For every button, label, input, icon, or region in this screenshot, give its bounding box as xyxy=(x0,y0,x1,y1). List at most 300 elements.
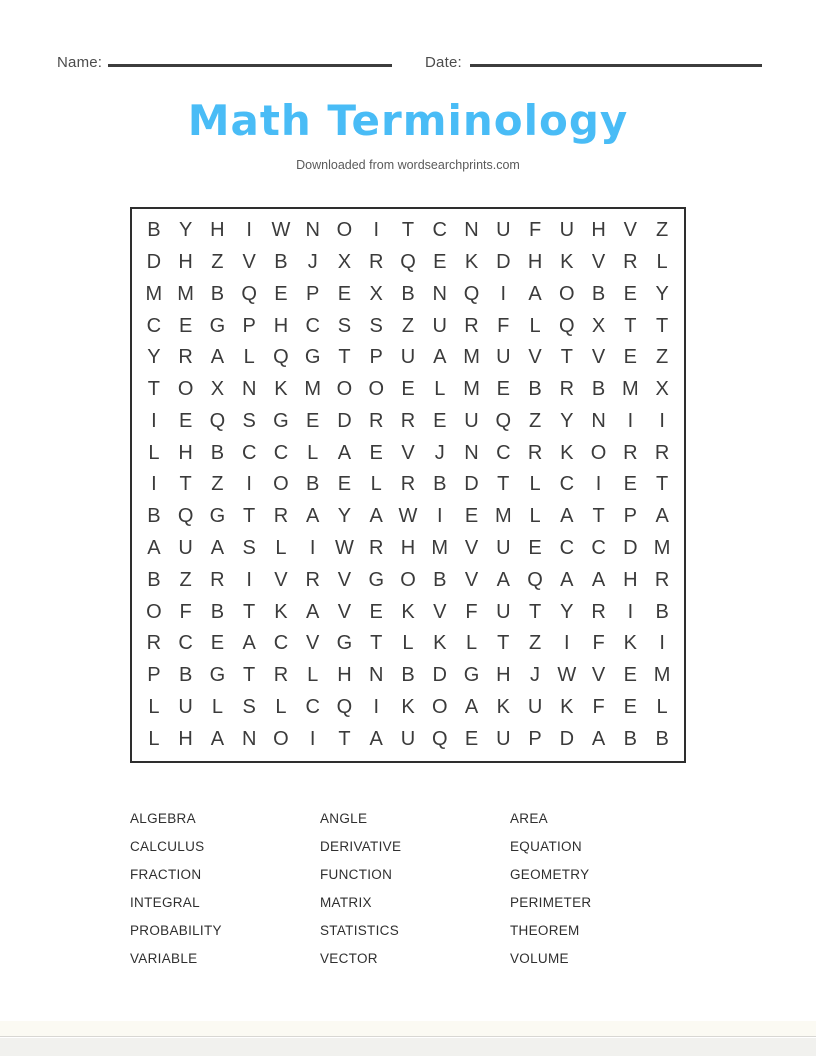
grid-cell: H xyxy=(623,568,638,591)
grid-cell: E xyxy=(528,537,542,560)
grid-cell: E xyxy=(433,251,447,274)
grid-cell: Z xyxy=(528,632,542,655)
grid-cell: C xyxy=(591,537,606,560)
grid-cell: E xyxy=(210,632,225,655)
grid-cell: F xyxy=(592,632,605,655)
grid-cell: I xyxy=(151,409,157,432)
grid-cell: T xyxy=(497,632,510,655)
grid-cell: O xyxy=(273,473,289,496)
grid-cell: N xyxy=(464,219,479,242)
grid-cell: U xyxy=(178,695,193,718)
grid-cell: E xyxy=(623,346,638,369)
grid-cell: V xyxy=(274,568,288,591)
grid-cell: G xyxy=(368,568,384,591)
grid-cell: N xyxy=(591,409,606,432)
grid-cell: I xyxy=(500,282,507,305)
grid-cell: G xyxy=(336,632,353,655)
grid-cell: O xyxy=(177,378,194,401)
grid-cell: M xyxy=(622,378,639,401)
grid-cell: I xyxy=(151,473,157,496)
grid-cell: V xyxy=(591,251,606,274)
grid-cell: U xyxy=(496,219,511,242)
grid-cell: R xyxy=(146,632,162,655)
subtitle: Downloaded from wordsearchprints.com xyxy=(296,158,520,172)
grid-cell: J xyxy=(307,251,318,274)
grid-cell: N xyxy=(432,282,447,305)
grid-cell: I xyxy=(246,473,252,496)
grid-cell: C xyxy=(273,632,289,655)
grid-cell: Z xyxy=(211,473,224,496)
grid-cell: G xyxy=(209,314,226,337)
date-label: Date: xyxy=(425,54,462,71)
grid-cell: B xyxy=(433,473,447,496)
grid-cell: M xyxy=(145,282,163,305)
grid-cell: P xyxy=(528,727,542,750)
grid-cell: W xyxy=(335,537,354,560)
grid-cell: C xyxy=(273,441,289,464)
grid-cell: K xyxy=(623,632,638,655)
grid-cell: K xyxy=(401,600,415,623)
grid-cell: K xyxy=(433,632,447,655)
grid-cell: V xyxy=(591,664,606,687)
word-list-column xyxy=(320,805,510,973)
grid-cell: T xyxy=(401,219,415,242)
grid-cell: X xyxy=(655,378,669,401)
grid-cell: E xyxy=(623,695,638,718)
grid-cell: R xyxy=(400,409,416,432)
grid-cell: Q xyxy=(209,409,226,432)
grid-cell: B xyxy=(591,378,606,401)
grid-cell: H xyxy=(178,441,193,464)
grid-cell: E xyxy=(464,727,479,750)
word-item: DERIVATIVE xyxy=(320,839,402,854)
grid-cell: R xyxy=(623,251,638,274)
grid-cell: U xyxy=(496,346,511,369)
grid-cell: P xyxy=(147,664,161,687)
grid-cell: I xyxy=(373,695,379,718)
grid-cell: B xyxy=(210,600,225,623)
grid-cell: I xyxy=(659,409,665,432)
grid-cell: G xyxy=(209,505,226,528)
grid-cell: R xyxy=(273,505,289,528)
grid-cell: J xyxy=(530,664,541,687)
grid-cell: R xyxy=(654,568,670,591)
grid-cell: U xyxy=(432,314,447,337)
grid-cell: R xyxy=(178,346,193,369)
grid-cell: R xyxy=(210,568,225,591)
grid-cell: R xyxy=(369,409,384,432)
grid-cell: L xyxy=(529,505,541,528)
grid-cell: C xyxy=(432,219,447,242)
grid-cell: T xyxy=(147,378,160,401)
grid-cell: A xyxy=(369,727,383,750)
grid-cell: D xyxy=(464,473,479,496)
grid-cell: L xyxy=(529,314,541,337)
grid-cell: D xyxy=(146,251,162,274)
grid-cell: T xyxy=(592,505,605,528)
grid-cell: Y xyxy=(560,409,574,432)
grid-cell: E xyxy=(496,378,510,401)
grid-cell: U xyxy=(527,695,543,718)
grid-cell: H xyxy=(178,727,193,750)
grid-cell: V xyxy=(464,537,479,560)
grid-cell: U xyxy=(496,600,511,623)
date-fill-line xyxy=(470,64,762,67)
grid-cell: T xyxy=(338,346,351,369)
grid-cell: Q xyxy=(400,251,416,274)
grid-cell: G xyxy=(463,664,480,687)
grid-cell: Z xyxy=(211,251,224,274)
grid-cell: C xyxy=(559,537,575,560)
grid-cell: B xyxy=(210,441,225,464)
grid-cell: U xyxy=(496,727,511,750)
grid-cell: M xyxy=(431,537,449,560)
grid-cell: O xyxy=(590,441,607,464)
grid-cell: R xyxy=(654,441,670,464)
grid-cell: B xyxy=(147,568,161,591)
grid-cell: T xyxy=(560,346,573,369)
grid-cell: T xyxy=(528,600,542,623)
grid-cell: G xyxy=(304,346,321,369)
word-list-column xyxy=(510,805,686,973)
grid-cell: E xyxy=(623,664,638,687)
word-item: AREA xyxy=(510,811,548,826)
grid-cell: K xyxy=(560,441,574,464)
grid-cell: M xyxy=(653,664,671,687)
word-list xyxy=(130,805,686,973)
grid-cell: U xyxy=(464,409,479,432)
grid-cell: S xyxy=(242,409,256,432)
grid-cell: A xyxy=(147,537,161,560)
word-item: VARIABLE xyxy=(130,951,198,966)
grid-cell: M xyxy=(494,505,512,528)
grid-cell: Q xyxy=(495,409,512,432)
grid-cell: A xyxy=(242,632,256,655)
grid-cell: N xyxy=(241,378,257,401)
grid-cell: E xyxy=(306,409,320,432)
grid-cell: F xyxy=(592,695,605,718)
grid-cell: U xyxy=(400,727,416,750)
grid-cell: R xyxy=(369,537,384,560)
grid-cell: X xyxy=(337,251,352,274)
word-item: PERIMETER xyxy=(510,895,592,910)
grid-cell: A xyxy=(560,505,574,528)
grid-cell: S xyxy=(242,537,256,560)
word-item: THEOREM xyxy=(510,923,580,938)
grid-cell: I xyxy=(309,727,316,750)
grid-cell: B xyxy=(401,664,415,687)
grid-cell: P xyxy=(242,314,256,337)
grid-cell: L xyxy=(243,346,255,369)
grid-cell: O xyxy=(400,568,416,591)
grid-cell: V xyxy=(433,600,447,623)
grid-cell: S xyxy=(337,314,352,337)
grid-cell: U xyxy=(400,346,416,369)
grid-cell: L xyxy=(307,441,319,464)
grid-cell: O xyxy=(146,600,162,623)
grid-cell: E xyxy=(369,441,383,464)
grid-cell: C xyxy=(305,314,320,337)
grid-cell: O xyxy=(559,282,575,305)
grid-cell: S xyxy=(369,314,383,337)
grid-cell: I xyxy=(246,568,252,591)
grid-cell: I xyxy=(595,473,602,496)
word-item: MATRIX xyxy=(320,895,372,910)
grid-cell: C xyxy=(178,632,193,655)
grid-cell: V xyxy=(242,251,256,274)
page-bottom-edge xyxy=(0,1021,816,1037)
grid-cell: B xyxy=(655,727,669,750)
grid-cell: H xyxy=(273,314,289,337)
grid-cell: R xyxy=(591,600,606,623)
grid-cell: E xyxy=(337,282,352,305)
grid-cell: B xyxy=(147,505,161,528)
grid-cell: L xyxy=(148,441,160,464)
grid-cell: H xyxy=(527,251,543,274)
grid-cell: D xyxy=(623,537,638,560)
grid-cell: A xyxy=(591,727,606,750)
grid-cell: E xyxy=(178,409,193,432)
grid-cell: Y xyxy=(337,505,352,528)
grid-cell: A xyxy=(306,505,320,528)
grid-cell: M xyxy=(463,378,480,401)
grid-cell: K xyxy=(496,695,510,718)
grid-cell: B xyxy=(528,378,542,401)
grid-cell: L xyxy=(307,664,319,687)
grid-cell: M xyxy=(304,378,322,401)
grid-cell: L xyxy=(656,695,668,718)
grid-cell: E xyxy=(401,378,415,401)
grid-cell: L xyxy=(402,632,414,655)
grid-cell: S xyxy=(242,695,256,718)
grid-cell: T xyxy=(243,505,256,528)
grid-cell: L xyxy=(275,537,287,560)
grid-cell: E xyxy=(337,473,352,496)
grid-cell: F xyxy=(179,600,192,623)
grid-cell: V xyxy=(528,346,542,369)
grid-cell: K xyxy=(274,378,288,401)
grid-cell: B xyxy=(433,568,447,591)
grid-cell: U xyxy=(559,219,575,242)
grid-cell: I xyxy=(373,219,379,242)
grid-cell: G xyxy=(209,664,226,687)
grid-cell: D xyxy=(337,409,352,432)
grid-cell: V xyxy=(464,568,479,591)
word-item: ALGEBRA xyxy=(130,811,196,826)
grid-cell: K xyxy=(274,600,288,623)
grid-cell: T xyxy=(624,314,637,337)
grid-cell: L xyxy=(656,251,668,274)
grid-cell: T xyxy=(497,473,510,496)
grid-cell: Y xyxy=(147,346,161,369)
grid-cell: T xyxy=(370,632,383,655)
next-page-gap xyxy=(0,1038,816,1056)
grid-cell: H xyxy=(210,219,225,242)
page-title: Math Terminology xyxy=(187,96,629,145)
grid-cell: B xyxy=(591,282,606,305)
grid-cell: I xyxy=(627,600,634,623)
word-item: PROBABILITY xyxy=(130,923,222,938)
grid-cell: X xyxy=(210,378,225,401)
grid-cell: L xyxy=(211,695,223,718)
grid-cell: A xyxy=(306,600,320,623)
grid-cell: I xyxy=(659,632,665,655)
grid-cell: E xyxy=(623,282,638,305)
grid-cell: B xyxy=(306,473,320,496)
grid-cell: K xyxy=(560,695,574,718)
grid-cell: P xyxy=(306,282,320,305)
grid-cell: N xyxy=(464,441,479,464)
grid-cell: U xyxy=(178,537,193,560)
grid-cell: I xyxy=(436,505,443,528)
grid-cell: L xyxy=(148,695,160,718)
grid-cell: T xyxy=(656,314,669,337)
grid-cell: A xyxy=(210,346,225,369)
grid-cell: H xyxy=(178,251,193,274)
grid-cell: O xyxy=(368,378,384,401)
grid-cell: F xyxy=(497,314,510,337)
grid-cell: W xyxy=(398,505,418,528)
grid-cell: W xyxy=(271,219,291,242)
grid-cell: Q xyxy=(559,314,575,337)
grid-cell: C xyxy=(559,473,575,496)
grid-cell: T xyxy=(338,727,351,750)
grid-cell: O xyxy=(431,695,448,718)
grid-cell: I xyxy=(564,632,570,655)
grid-cell: A xyxy=(496,568,510,591)
grid-cell: P xyxy=(369,346,383,369)
grid-cell: A xyxy=(210,537,225,560)
grid-cell: M xyxy=(463,346,480,369)
grid-cell: C xyxy=(146,314,162,337)
grid-cell: R xyxy=(464,314,479,337)
grid-cell: I xyxy=(246,219,252,242)
grid-cell: B xyxy=(178,664,193,687)
grid-cell: D xyxy=(496,251,511,274)
word-item: STATISTICS xyxy=(320,923,400,938)
grid-cell: T xyxy=(656,473,669,496)
word-list-column xyxy=(130,805,320,973)
grid-cell: L xyxy=(148,727,160,750)
grid-cell: A xyxy=(369,505,383,528)
grid-cell: O xyxy=(336,219,353,242)
grid-cell: Q xyxy=(463,282,480,305)
grid-cell: B xyxy=(147,219,161,242)
grid-cell: K xyxy=(401,695,415,718)
grid-cell: C xyxy=(496,441,511,464)
grid-cell: V xyxy=(401,441,415,464)
grid-cell: A xyxy=(337,441,352,464)
grid-cell: B xyxy=(274,251,288,274)
grid-cell: W xyxy=(557,664,577,687)
grid-cell: I xyxy=(309,537,316,560)
grid-cell: V xyxy=(337,600,352,623)
grid-cell: F xyxy=(465,600,478,623)
word-item: INTEGRAL xyxy=(130,895,200,910)
grid-cell: Z xyxy=(179,568,192,591)
grid-cell: E xyxy=(369,600,383,623)
grid-cell: H xyxy=(400,537,416,560)
grid-cell: V xyxy=(337,568,352,591)
grid-cell: F xyxy=(528,219,542,242)
grid-cell: B xyxy=(623,727,638,750)
grid-cell: Q xyxy=(273,346,289,369)
grid-cell: C xyxy=(305,695,320,718)
grid-cell: V xyxy=(623,219,638,242)
grid-cell: Z xyxy=(656,346,669,369)
wordsearch-letter-grid xyxy=(130,207,686,763)
word-item: GEOMETRY xyxy=(510,867,590,882)
grid-cell: K xyxy=(464,251,479,274)
grid-cell: Y xyxy=(560,600,574,623)
grid-cell: E xyxy=(464,505,479,528)
grid-cell: M xyxy=(177,282,194,305)
word-item: VECTOR xyxy=(320,951,378,966)
grid-cell: H xyxy=(496,664,511,687)
grid-cell: Q xyxy=(336,695,353,718)
grid-cell: L xyxy=(529,473,541,496)
word-item: EQUATION xyxy=(510,839,582,854)
grid-cell: R xyxy=(273,664,289,687)
grid-cell: V xyxy=(591,346,606,369)
grid-cell: A xyxy=(464,695,479,718)
grid-cell: T xyxy=(179,473,192,496)
grid-cell: R xyxy=(369,251,384,274)
grid-cell: P xyxy=(623,505,638,528)
grid-cell: E xyxy=(433,409,447,432)
grid-cell: A xyxy=(655,505,669,528)
name-fill-line xyxy=(108,64,392,67)
grid-cell: Q xyxy=(527,568,543,591)
grid-cell: L xyxy=(465,632,478,655)
word-item: VOLUME xyxy=(510,951,569,966)
grid-cell: O xyxy=(273,727,289,750)
grid-cell: I xyxy=(627,409,634,432)
grid-cell: E xyxy=(178,314,193,337)
grid-cell: N xyxy=(305,219,320,242)
grid-cell: A xyxy=(528,282,542,305)
grid-cell: U xyxy=(496,537,511,560)
grid-cell: O xyxy=(336,378,353,401)
grid-cell: Q xyxy=(431,727,448,750)
grid-cell: V xyxy=(306,632,320,655)
grid-cell: M xyxy=(653,537,671,560)
grid-cell: B xyxy=(655,600,669,623)
grid-cell: R xyxy=(400,473,416,496)
grid-cell: Q xyxy=(241,282,257,305)
grid-cell: Y xyxy=(178,219,193,242)
grid-cell: Q xyxy=(177,505,194,528)
grid-cell: C xyxy=(241,441,257,464)
grid-cell: L xyxy=(370,473,382,496)
grid-cell: Z xyxy=(401,314,415,337)
word-item: FUNCTION xyxy=(320,867,393,882)
word-item: FRACTION xyxy=(130,867,202,882)
grid-cell: N xyxy=(369,664,384,687)
grid-cell: R xyxy=(623,441,638,464)
grid-cell: B xyxy=(401,282,415,305)
word-item: CALCULUS xyxy=(130,839,205,854)
grid-cell: Y xyxy=(655,282,669,305)
grid-cell: R xyxy=(559,378,575,401)
word-item: ANGLE xyxy=(320,811,368,826)
grid-cell: N xyxy=(241,727,257,750)
grid-cell: X xyxy=(591,314,606,337)
grid-cell: A xyxy=(591,568,606,591)
grid-cell: D xyxy=(432,664,447,687)
grid-cell: H xyxy=(337,664,352,687)
grid-cell: R xyxy=(527,441,543,464)
